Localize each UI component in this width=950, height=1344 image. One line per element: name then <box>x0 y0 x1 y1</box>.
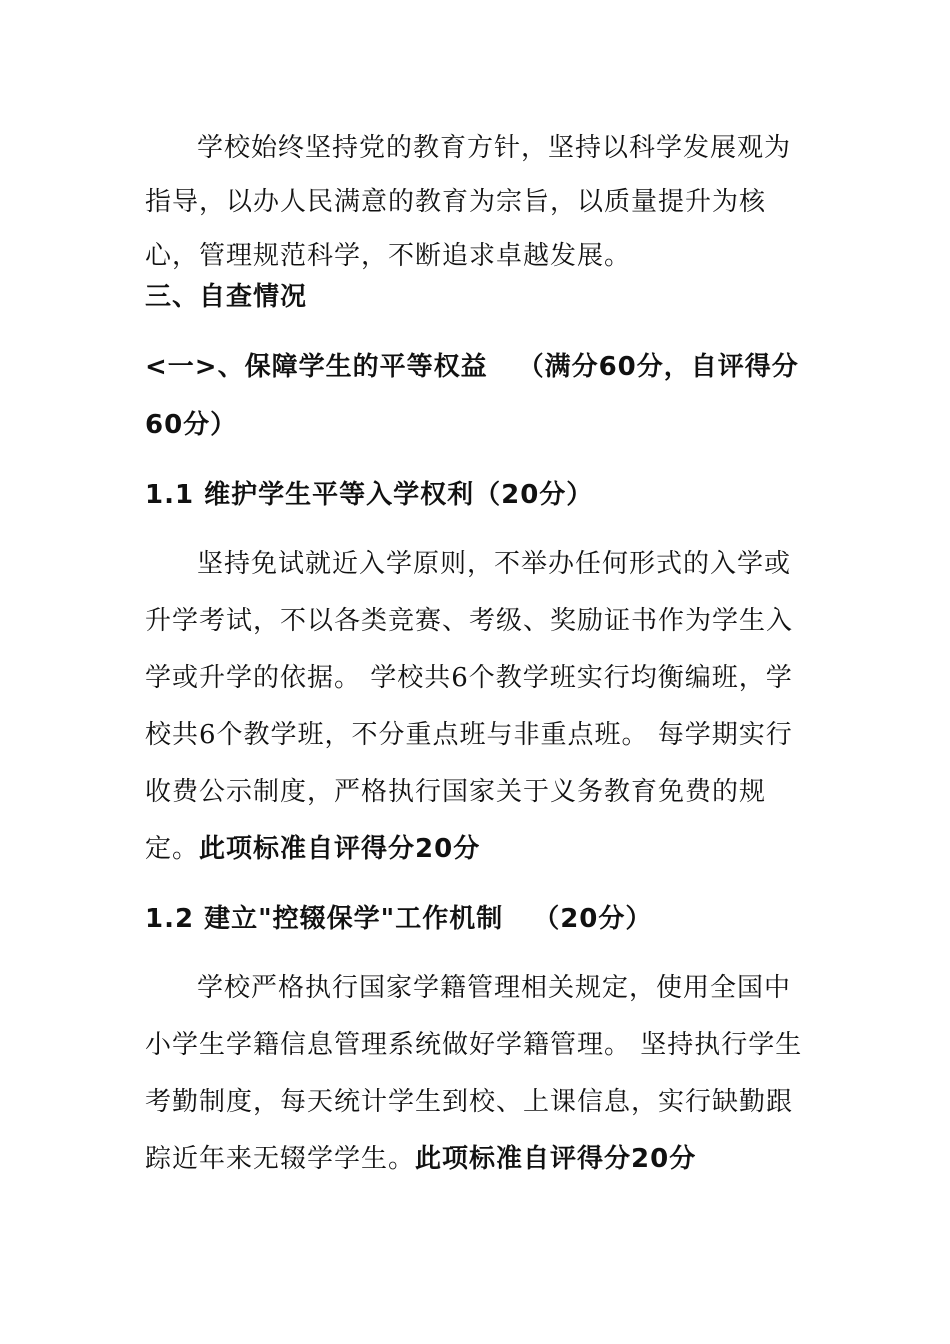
item-1-2-heading <box>145 890 815 948</box>
item-1-2-score: 此项标准自评得分20分 <box>415 1144 697 1174</box>
item-1-1-heading: 1.1 维护学生平等入学权利（20分） <box>145 480 594 510</box>
subsection-score-note: （满分60分，自评得分60分） <box>145 352 799 440</box>
item-1-2-paragraph <box>145 960 815 1188</box>
section-heading: 三、自查情况 <box>145 282 308 312</box>
item-1-1-body: 坚持免试就近入学原则，不举办任何形式的入学或升学考试，不以各类竞赛、考级、奖励证书作为学生入学或升学的依据。 学校共6个教学班实行均衡编班，学校共6个教学班，不分重点班与非重点班。 每学期实行收费公示制度，严格执行国家关于义务教育免费的规定。 <box>145 549 794 864</box>
item-1-1-score: 此项标准自评得分20分 <box>199 834 481 864</box>
item-1-1-paragraph <box>145 536 815 878</box>
subsection-title: <一>、保障学生的平等权益 <box>145 352 488 382</box>
item-1-2-body: 学校严格执行国家学籍管理相关规定，使用全国中小学生学籍信息管理系统做好学籍管理。 坚持执行学生考勤制度，每天统计学生到校、上课信息，实行缺勤跟踪近年来无辍学学生。 <box>145 973 803 1174</box>
subsection-heading <box>145 338 815 454</box>
intro-paragraph <box>145 121 815 283</box>
intro-text: 学校始终坚持党的教育方针，坚持以科学发展观为指导，以办人民满意的教育为宗旨，以质量提升为核心，管理规范科学，不断追求卓越发展。 <box>145 133 792 271</box>
item-1-2-points: （20分） <box>533 904 653 934</box>
item-1-2-title: 1.2 建立"控辍保学"工作机制 <box>145 904 504 934</box>
